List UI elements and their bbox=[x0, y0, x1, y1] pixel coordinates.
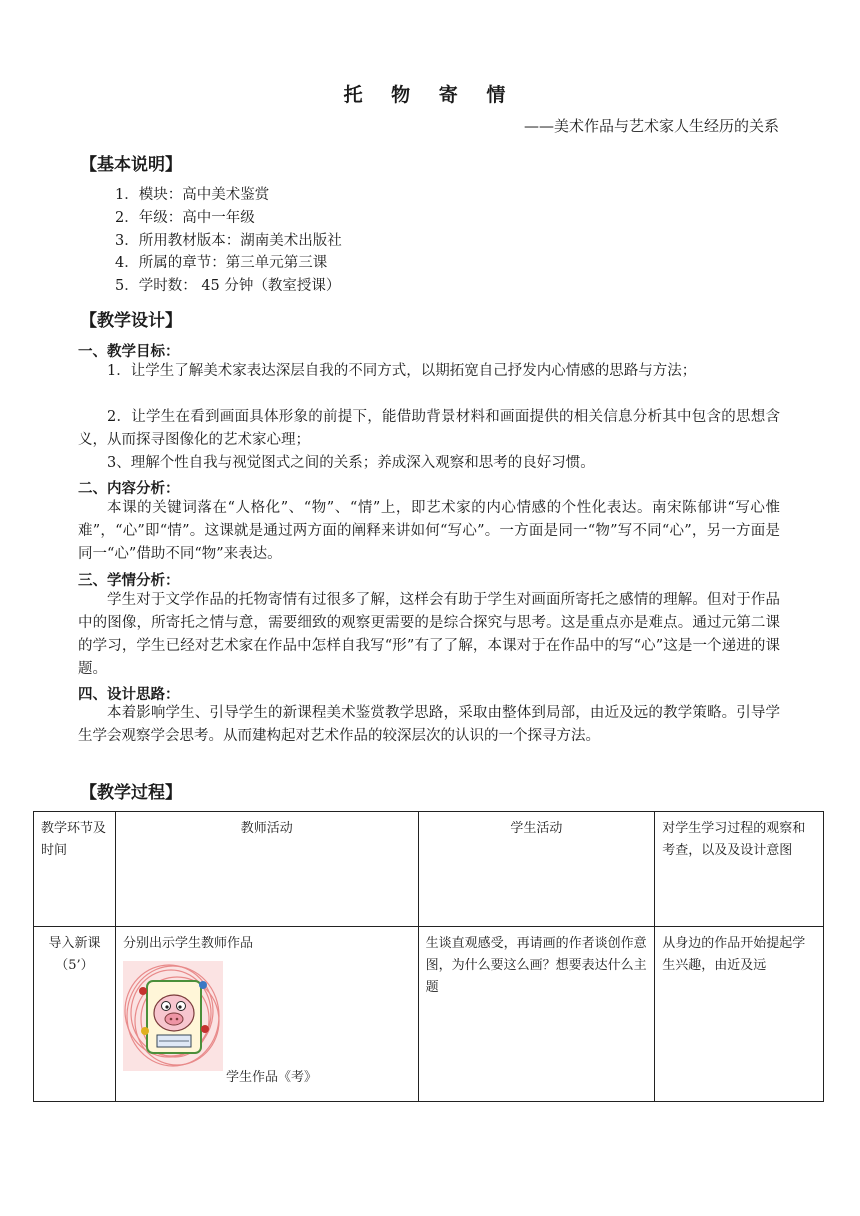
goal-item: 2．让学生在看到画面具体形象的前提下，能借助背景材料和画面提供的相关信息分析其中包含的思想含义，从而探寻图像化的艺术家心理； bbox=[78, 409, 780, 448]
basic-item: 2．年级：高中一年级 bbox=[115, 210, 255, 226]
cell-stage: 导入新课（5’） bbox=[34, 927, 116, 1102]
basic-item: 1．模块：高中美术鉴赏 bbox=[115, 187, 270, 203]
basic-item: 3．所用教材版本：湖南美术出版社 bbox=[115, 233, 342, 249]
goal-item: 1．让学生了解美术家表达深层自我的不同方式，以期拓宽自己抒发内心情感的思路与方法； bbox=[107, 363, 697, 379]
table-row bbox=[34, 927, 824, 1102]
students-text: 学生对于文学作品的托物寄情有过很多了解，这样会有助于学生对画面所寄托之感情的理解。但对于作品中的图像，所寄托之情与意，需要细致的观察更需要的是综合探究与思考。这是重点亦是难点。通过元第二课的学习，学生已经对艺术家在作品中怎样自我写“形”有了了解，本课对于在作品中的写“心”这是一个递进的课题。 bbox=[78, 592, 780, 677]
content-text: 本课的关键词落在“人格化”、“物”、“情”上，即艺术家的内心情感的个性化表达。南宋陈郁讲“写心惟难”，“心”即“情”。这课就是通过两方面的阐释来讲如何“写心”。一方面是同一“物”写不同“心”，另一方面是同一“心”借助不同“物”来表达。 bbox=[78, 500, 780, 562]
cell-student: 生谈直观感受，再请画的作者谈创作意图，为什么要这么画？想要表达什么主题 bbox=[418, 927, 655, 1102]
artwork-caption: 学生作品《考》 bbox=[225, 1070, 317, 1085]
header-stage: 教学环节及时间 bbox=[34, 812, 116, 927]
ideas-text: 本着影响学生、引导学生的新课程美术鉴赏教学思路，采取由整体到局部，由近及远的教学策略。引导学生学会观察学会思考。从而建构起对艺术作品的较深层次的认识的一个探寻方法。 bbox=[78, 705, 780, 744]
teacher-activity-text: 分别出示学生教师作品 bbox=[122, 936, 253, 951]
page-title: 托 物 寄 情 bbox=[343, 84, 517, 106]
cell-teacher bbox=[115, 927, 418, 1102]
basic-item: 4．所属的章节：第三单元第三课 bbox=[115, 255, 328, 271]
student-artwork-image bbox=[123, 961, 317, 1085]
cartoon-pig-artwork bbox=[123, 961, 223, 1071]
goal-item: 3、理解个性自我与视觉图式之间的关系；养成深入观察和思考的良好习惯。 bbox=[107, 455, 595, 471]
page-subtitle: ——美术作品与艺术家人生经历的关系 bbox=[523, 117, 779, 135]
design-heading: 【教学设计】 bbox=[80, 311, 182, 331]
cell-observe: 从身边的作品开始提起学生兴趣，由近及远 bbox=[655, 927, 824, 1102]
process-table bbox=[33, 811, 824, 1102]
ideas-heading: 四、设计思路： bbox=[78, 687, 180, 703]
students-heading: 三、学情分析： bbox=[78, 573, 180, 589]
goals-heading: 一、教学目标： bbox=[78, 344, 180, 360]
process-heading: 【教学过程】 bbox=[80, 783, 182, 803]
table-header-row bbox=[34, 812, 824, 927]
content-heading: 二、内容分析： bbox=[78, 481, 180, 497]
basic-item: 5．学时数： 45 分钟（教室授课） bbox=[115, 278, 341, 294]
header-observe: 对学生学习过程的观察和考查，以及及设计意图 bbox=[655, 812, 824, 927]
header-teacher: 教师活动 bbox=[115, 812, 418, 927]
basic-heading: 【基本说明】 bbox=[80, 155, 182, 175]
header-student: 学生活动 bbox=[418, 812, 655, 927]
